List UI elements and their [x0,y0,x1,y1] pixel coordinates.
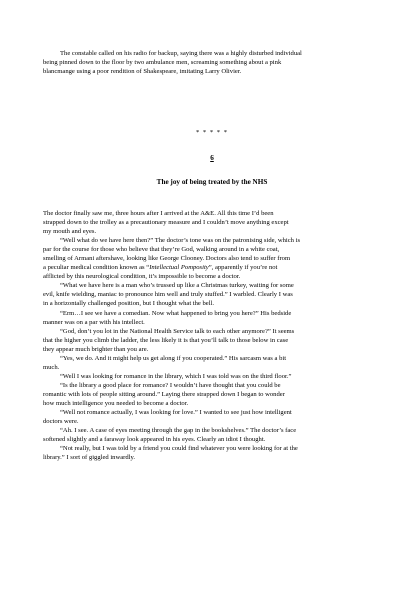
text-line [43,290,381,299]
text-line [43,336,381,345]
text-run: ”, apparently if you’re not [208,264,278,272]
text-line [43,426,381,435]
text-line [43,363,381,372]
text-line [43,399,381,408]
text-run: afflicted by this neurological condition, it’s impossible to become a doctor. [43,273,241,281]
text-run: doctors were. [43,418,79,426]
text-line: The constable called on his radio for backup, saying there was a highly disturbed individual [60,50,302,57]
text-run: “God, don’t you lot in the National Health Service talk to each other anymore?” It seems [60,327,295,335]
text-run: “Is the library a good place for romance? I wouldn’t have thought that you could be [60,381,281,389]
text-line [43,408,381,417]
text-run: par for the course for those who believe that they’re God, walking around in a white coat, [43,246,280,254]
text-line [43,453,381,462]
text-run: softened slightly and a faraway look appeared in his eyes. Clearly an idiot I thought. [43,436,266,444]
text-line [43,372,381,381]
text-line [43,227,381,236]
text-run: strapped down to the trolley as a precautionary measure and I couldn’t move anything except [43,219,289,227]
text-run: they appear much brighter than you are. [43,345,149,353]
text-run: “Erm…I see we have a comedian. Now what happened to bring you here?” His bedside [60,309,292,317]
text-run: “Ah. I see. A case of eyes meeting through the gap in the bookshelves.” The doctor’s face [60,427,297,435]
text-run: manner was on a par with his intellect. [43,318,145,326]
text-run: The doctor finally saw me, three hours after I arrived at the A&E. All this time I’d been [43,210,274,217]
section-separator: * * * * * [195,129,229,136]
chapter-number: 6 [210,154,214,162]
text-line [43,254,381,263]
text-run: evil, knife wielding, maniac to pronounce him well and truly stuffed.” I warbled. Clearly I was [43,291,293,299]
text-run: romantic with lots of people sitting around.” Laying there strapped down I began to wonder [43,390,285,398]
text-line [43,444,381,453]
text-line [43,381,381,390]
text-line: being pinned down to the floor by two ambulance men, screaming something about a pink [43,59,282,67]
text-run: much. [43,363,60,371]
text-line [43,390,381,399]
text-line [43,309,381,318]
text-line [43,417,381,426]
italic-text: Intellectual Pomposity [149,264,209,272]
text-run: “Yes, we do. And it might help us get along if you cooperated.” His sarcasm was a bit [60,354,287,362]
text-run: a peculiar medical condition known as “ [43,264,150,272]
text-run: library.” I sort of giggled inwardly. [43,454,135,462]
text-run: “Well what do we have here then?” The doctor’s tone was on the patronising side, which is [60,237,301,245]
text-line [43,218,381,227]
text-line [43,354,381,363]
text-line [43,245,381,254]
text-run: how much intelligence you needed to become a doctor. [43,399,189,407]
text-run: smelling of Armani aftershave, looking like George Clooney. Doctors also tend to suffer from [43,255,291,263]
text-line [43,272,381,281]
text-run: “Not really, but I was told by a friend you could find whatever you were looking for at the [60,445,298,453]
text-run: that the higher you climb the ladder, the less likely it is that you’ll talk to those below in case [43,336,289,344]
text-run: my mouth and eyes. [43,228,97,236]
text-line [43,327,381,336]
chapter-body [43,209,381,462]
text-run: “Well I was looking for romance in the library, which I was told was on the third floor.” [60,372,292,380]
text-line: blancmange using a poor rendition of Shakespeare, imitating Larry Olivier. [43,68,242,76]
text-line [43,299,381,308]
text-line [43,236,381,245]
text-line [43,209,381,218]
text-line [43,318,381,327]
text-run: “Well not romance actually, I was looking for love.” I wanted to see just how intelligent [60,409,292,417]
text-line [43,281,381,290]
text-run: “What we have here is a man who’s trussed up like a Christmas turkey, waiting for some [60,282,294,290]
text-line [43,263,381,272]
text-run: in a horizontally challenged position, but I thought what the bell. [43,300,215,308]
intro-paragraph [43,49,381,76]
text-line [43,435,381,444]
text-line [43,345,381,354]
chapter-title: The joy of being treated by the NHS [156,178,268,186]
